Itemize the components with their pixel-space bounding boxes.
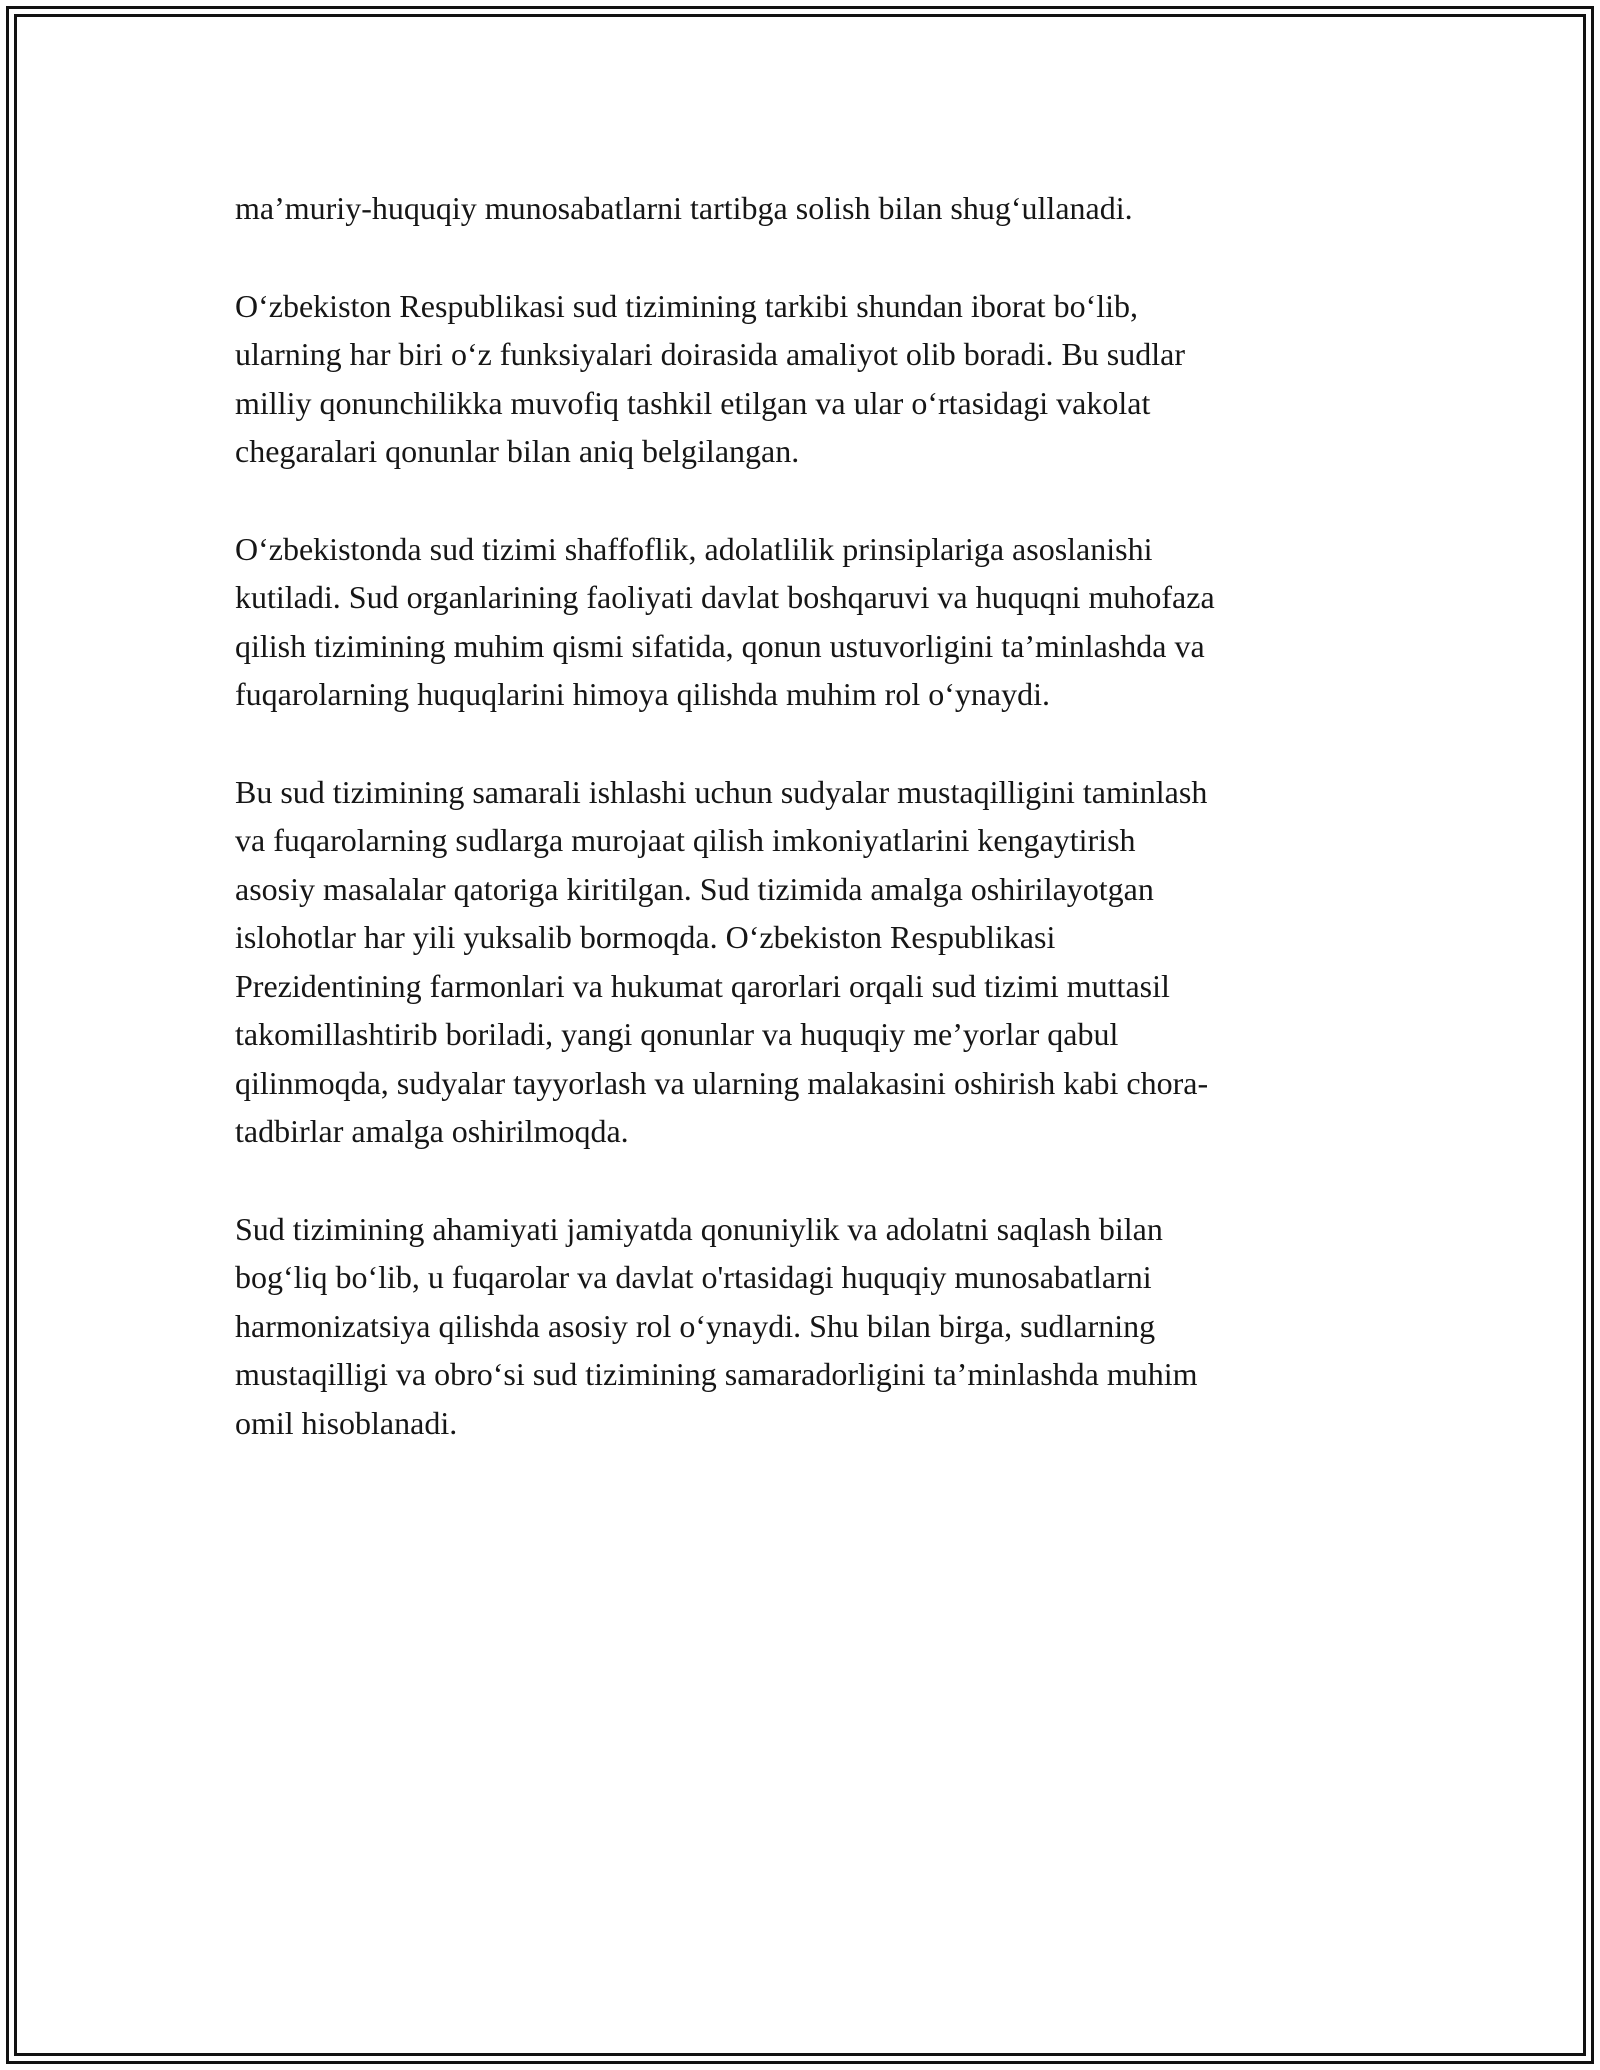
paragraph-5: Sud tizimining ahamiyati jamiyatda qonuniylik va adolatni saqlash bilan bog‘liq bo‘lib, u fuqarolar va davlat o'rtasidagi huquqiy munosabatlarni harmonizatsiya qilishda asosiy rol o‘ynaydi. Shu bilan birga, sudlarning mustaqilligi va obro‘si sud tizimining samaradorligini ta’minlashda muhim omil hisoblanadi. bbox=[235, 1210, 1198, 1441]
paragraph-2: O‘zbekiston Respublikasi sud tizimining tarkibi shundan iborat bo‘lib, ularning har biri o‘z funksiyalari doirasida amaliyot olib boradi. Bu sudlar milliy qonunchilikka muvofiq tashkil etilgan va ular o‘rtasidagi vakolat chegaralari qonunlar bilan aniq belgilangan. bbox=[235, 287, 1185, 469]
document-body bbox=[235, 184, 1370, 1496]
paragraph-3: O‘zbekistonda sud tizimi shaffoflik, adolatlilik prinsiplariga asoslanishi kutiladi. Sud organlarining faoliyati davlat boshqaruvi va huquqni muhofaza qilish tizimining muhim qismi sifatida, qonun ustuvorligini ta’minlashda va fuqarolarning huquqlarini himoya qilishda muhim rol o‘ynaydi. bbox=[235, 530, 1215, 712]
paragraph-4: Bu sud tizimining samarali ishlashi uchun sudyalar mustaqilligini taminlash va fuqarolarning sudlarga murojaat qilish imkoniyatlarini kengaytirish asosiy masalalar qatoriga kiritilgan. Sud tizimida amalga oshirilayotgan islohotlar har yili yuksalib bormoqda. O‘zbekiston Respublikasi Prezidentining farmonlari va hukumat qarorlari orqali sud tizimi muttasil takomillashtirib boriladi, yangi qonunlar va huquqiy me’yorlar qabul qilinmoqda, sudyalar tayyorlash va ularning malakasini oshirish kabi chora- tadbirlar amalga oshirilmoqda. bbox=[235, 773, 1209, 1149]
paragraph-1: ma’muriy-huquqiy munosabatlarni tartibga solish bilan shug‘ullanadi. bbox=[235, 190, 1133, 226]
